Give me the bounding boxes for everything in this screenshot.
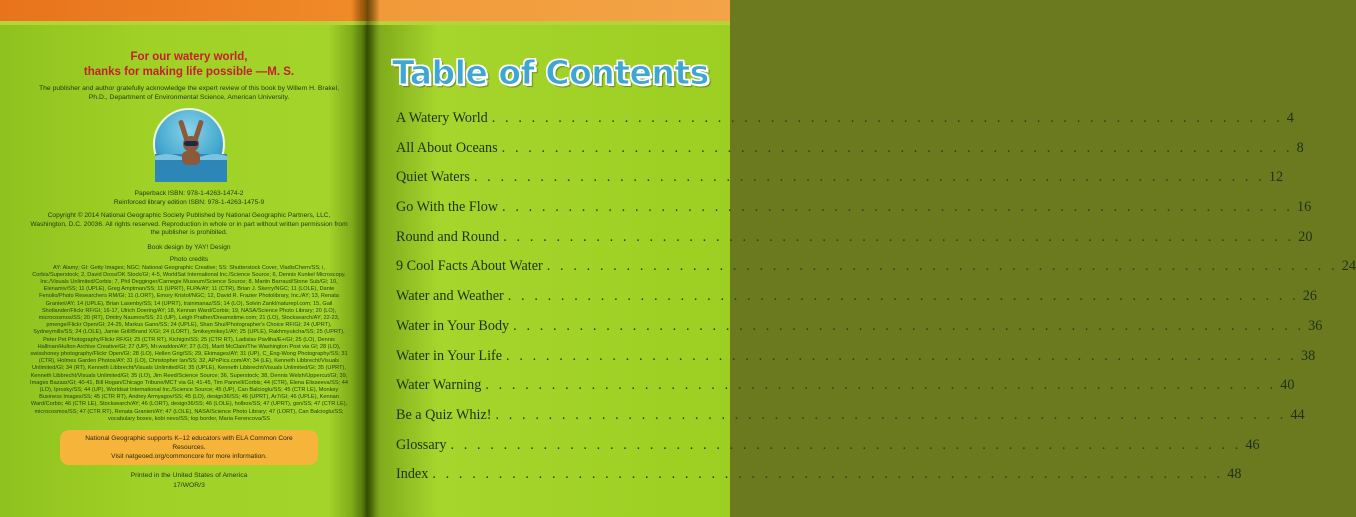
toc-entry-title: Water and Weather <box>396 288 504 305</box>
toc-entry-title: Go With the Flow <box>396 199 499 216</box>
toc-entry-title: Water in Your Life <box>396 347 503 364</box>
photo-credits-heading: Photo credits <box>169 255 209 263</box>
toc-entry-page: 26 <box>1302 288 1317 305</box>
toc-entry-page: 48 <box>1227 466 1242 483</box>
toc-entry-title: A Watery World <box>396 110 488 126</box>
contents-page <box>384 52 1356 483</box>
toc-entry <box>396 139 1304 170</box>
book-gutter <box>352 0 380 517</box>
toc-entry-page: 16 <box>1297 199 1312 216</box>
toc-leader-dots: . . . . . . . . . . . . . . . . . . . . . . . . . . . . . . . . . . . . . . . . . . . . . . . . . . . . . . . . . . . . <box>513 317 1305 334</box>
toc-entry-page: 24 <box>1341 258 1356 275</box>
toc-leader-dots: . . . . . . . . . . . . . . . . . . . . . . . . . . . . . . . . . . . . . . . . . . . . . . . . . . . . . . . . . . . . <box>485 377 1277 394</box>
isbn-library: Reinforced library edition ISBN: 978-1-4263-1475-9 <box>113 198 265 206</box>
acknowledgment-text: The publisher and author gratefully acknowledge the expert review of this book by Willem H. Brakel, Ph.D., Department of Environmental Science, American University. <box>39 85 339 101</box>
toc-entry <box>396 288 1317 318</box>
print-code: 17/WOR/3 <box>173 481 205 489</box>
toc-entry-title: Glossary <box>396 436 447 453</box>
toc-entry-title: Index <box>396 466 429 483</box>
toc-leader-dots: . . . . . . . . . . . . . . . . . . . . . . . . . . . . . . . . . . . . . . . . . . . . . . . . . . . . . . . . . . . . <box>503 228 1295 245</box>
toc-leader-dots: . . . . . . . . . . . . . . . . . . . . . . . . . . . . . . . . . . . . . . . . . . . . . . . . . . . . . . . . . . . . <box>502 199 1294 216</box>
book-design-credit: Book design by YAY! Design <box>147 243 231 251</box>
toc-entry-page: 36 <box>1308 317 1323 334</box>
toc-entry-title: Be a Quiz Whiz! <box>396 406 492 423</box>
toc-entry-page: 40 <box>1280 377 1295 394</box>
toc-entry-page: 20 <box>1298 228 1313 245</box>
toc-leader-dots: . . . . . . . . . . . . . . . . . . . . . . . . . . . . . . . . . . . . . . . . . . . . . . . . . . . . . . . . . . . . <box>491 110 1283 126</box>
isbn-paperback: Paperback ISBN: 978-1-4263-1474-2 <box>134 190 244 197</box>
toc-entry <box>396 347 1316 378</box>
swimmer-photo <box>153 108 225 180</box>
toc-entry <box>396 110 1294 140</box>
page-title: Table of Contents <box>392 53 709 92</box>
toc-entry-page: 4 <box>1286 110 1294 126</box>
toc-leader-dots: . . . . . . . . . . . . . . . . . . . . . . . . . . . . . . . . . . . . . . . . . . . . . . . . . . . . . . . . . . . . <box>450 436 1242 453</box>
toc-leader-dots: . . . . . . . . . . . . . . . . . . . . . . . . . . . . . . . . . . . . . . . . . . . . . . . . . . . . . . . . . . . . <box>507 288 1299 305</box>
toc-entry <box>396 169 1284 199</box>
toc-entry-page: 44 <box>1290 406 1305 423</box>
toc-entry-page: 8 <box>1296 139 1304 156</box>
copyright-page <box>30 44 348 489</box>
toc-entry-title: Quiet Waters <box>396 169 470 186</box>
toc-entry <box>396 436 1260 467</box>
toc-entry <box>396 377 1295 407</box>
callout-line-1: National Geographic supports K–12 educators with ELA Common Core Resources. <box>85 434 293 451</box>
toc-leader-dots: . . . . . . . . . . . . . . . . . . . . . . . . . . . . . . . . . . . . . . . . . . . . . . . . . . . . . . . . . . . . <box>501 139 1293 156</box>
toc-entry-title: Water in Your Body <box>396 317 510 334</box>
dedication-line-2: thanks for making life possible —M. S. <box>83 66 295 78</box>
toc-entry-page: 12 <box>1268 169 1284 186</box>
dedication-line-1: For our watery world, <box>130 51 248 63</box>
toc-entry-title: Water Warning <box>396 377 482 394</box>
photo-credits-text: AY: Alamy; GI: Getty Images; NGC: National Geographic Creative; SS: Shutterstock Cover, VladisChern/SS; i, Corbis/Superstock; 2, David Doss/OK Stock/GI; 4-5, WorldSat International Inc./Science Source; 6, Dennis Kunkel Microscopy, Inc./Visuals Unlimited/Corbis; 7, Phil Degginger/Carnegie Museum/Science Source; 8, Martin Barraud/Stone Sub/GI; 10, Elenamiv/SS; 11 (UPLE), Greg Amptman/SS; 11 (UPRT), FLPA/AY; 11 (CTR), Brian J. Skerry/NGC; 11 (LOLE), Dante Fenolio/Photo Researchers RM/GI; 11 (LORT), Emory Kristof/NGC; 12, David R. Frazier Photolibrary, Inc./AY; 13, Renata Granieri/AY; 14 (UPLE), Brian Lasenby/SS; 14 (UPRT), trainmanaz/SS; 14 (LO), Solvin Zankl/naturepl.com; 15, Gail Shotlander/Flickr RF/GI; 16-17, Ulrich Doering/AY; 18, Kennan Ward/Corbis; 19, NASA/Science Photo Library; 20 (LO), microcosmos/SS; 20 (RT), Dmitry Naumov/SS; 21 (UP), Leigh Prather/Dreamstime.com; 21 (LO), Stocksearch/AY; 22-23, pmenge/Flickr Open/GI; 24-25, Markus Gann/SS; 24 (UPLE), Shan Shui/Photographer's Choice RF/GI; 24 (UPRT), Sydneymills/SS; 24 (LOLE), Jamie Grill/Brand X/GI; 24 (LORT), Smikeymikey1/AY; 25 (UPLE), Rakhmyukcha/SS; 25 (UPRT), Peter Pet Photography/Flickr RF/GI; 25 (CTR RT), Kichigin/SS; 25 (CTR RT), Ladislav Pavliha/E+/GI; 25 (LO), Dennis Hallinan/Hulton Archive Creative/GI; 27 (UP), Mr.waddon/AY; 27 (LO), Marit McClain/The Washington Post via GI; 28 (LO), swisshoney photography/Flickr Open/GI; 28 (LO), Hellen Grig/SS; 29, Ekimages/AY; 31 (UP), C_Eng-Wong Photography/SS; 31 (CTR), Holmes Garden Photos/AY; 31 (LO), Christopher Ian/SS; 32, APnPics.com/AY; 34 (LE), Kenneth Libbrecht/Visuals Unlimited/GI; 34 (RT), Kenneth Libbrecht/Visuals Unlimited/GI; 35 (UPLE), Kenneth Libbrecht/Visuals Unlimited/GI; 35 (UPRT), Kenneth Libbrecht/Visuals Unlimited/GI; 35 (LO), Jim Reed/Science Source; 36, Superstock; 38, Dennis Welsh/Uppercut/GI; 39, Images Bazaar/GI; 40-41, Bill Hogan/Chicago Tribune/MCT via GI; 41-45, Tim Pannell/Corbis; 44 (CTR), Elena Elisseeva/SS; 44 (LO), Iprosky/SS; 44 (UP), Worldsat International Inc./Science Source; 45 (UP), Can Balcioglu/SS; 45 (CTR LE), Monkey Business Images/SS; 45 (CTR RT), Andrey Armyagov/SS; 45 (LO), design36/SS; 46 (UPRT), Ar7/GI; 46 (UPLE), Kennan Ward/Corbis; 46 (CTR LE), Stocksearch/AY; 46 (LORT), design36/SS; 46 (LOLE), holbox/SS; 47 (UPRT), gsn/SS; 47 (CTR LE), microcosmos/SS; 47 (CTR RT), Renata Granieri/AY; 47 (LOLE), NASA/Science Photo Library; 47 (LORT), Can Balcioglu/SS; vocabulary boxes, kobi nevo/SS; top border, Maria Ferencova/SS <box>30 264 348 422</box>
toc-entry-title: 9 Cool Facts About Water <box>396 258 543 275</box>
toc-entry-page: 46 <box>1245 436 1260 453</box>
toc-entry <box>396 199 1312 229</box>
educator-callout <box>60 430 318 465</box>
toc-entry-page: 38 <box>1301 347 1316 364</box>
toc-entry <box>396 228 1313 259</box>
toc-entry <box>396 466 1242 496</box>
copyright-text: Copyright © 2014 National Geographic Society Published by National Geographic Partners, LLC, Washington, D.C. 20036. All rights reserved. Reproduction in whole or in part without written permission from the publisher is prohibited. <box>30 212 348 236</box>
toc-list <box>396 110 1356 496</box>
toc-entry <box>396 406 1305 437</box>
toc-leader-dots: . . . . . . . . . . . . . . . . . . . . . . . . . . . . . . . . . . . . . . . . . . . . . . . . . . . . . . . . . . . . <box>546 258 1338 275</box>
toc-entry <box>396 258 1356 288</box>
toc-entry <box>396 317 1323 348</box>
toc-leader-dots: . . . . . . . . . . . . . . . . . . . . . . . . . . . . . . . . . . . . . . . . . . . . . . . . . . . . . . . . . . . . <box>495 406 1287 423</box>
toc-leader-dots: . . . . . . . . . . . . . . . . . . . . . . . . . . . . . . . . . . . . . . . . . . . . . . . . . . . . . . . . . . . . <box>432 466 1224 483</box>
toc-entry-title: Round and Round <box>396 228 500 245</box>
callout-line-2: Visit natgeoed.org/commoncore for more information. <box>111 452 267 460</box>
toc-entry-title: All About Oceans <box>396 139 498 156</box>
toc-leader-dots: . . . . . . . . . . . . . . . . . . . . . . . . . . . . . . . . . . . . . . . . . . . . . . . . . . . . . . . . . . . . <box>473 169 1265 186</box>
toc-leader-dots: . . . . . . . . . . . . . . . . . . . . . . . . . . . . . . . . . . . . . . . . . . . . . . . . . . . . . . . . . . . . <box>506 347 1298 364</box>
printed-in: Printed in the United States of America <box>130 471 248 479</box>
